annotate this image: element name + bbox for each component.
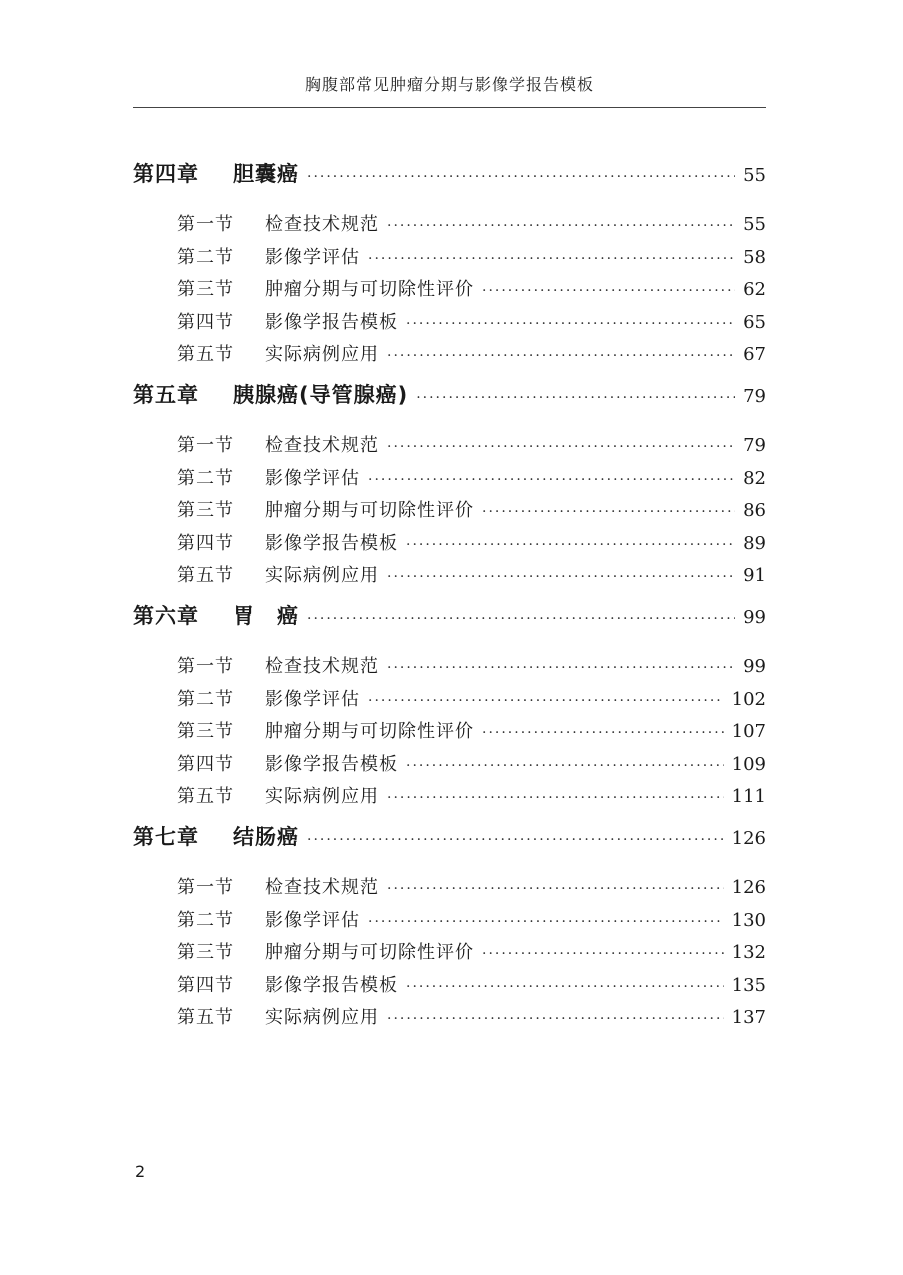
section-number: 第四节	[177, 753, 234, 775]
toc-section[interactable]	[133, 685, 766, 718]
section-page: 109	[731, 753, 766, 775]
section-title: 影像学报告模板	[265, 532, 398, 554]
dot-leader	[387, 439, 735, 455]
toc-section[interactable]	[133, 529, 766, 562]
header-rule	[133, 107, 766, 108]
dot-leader	[387, 218, 735, 234]
section-title: 肿瘤分期与可切除性评价	[265, 942, 474, 964]
chapter-page: 99	[743, 606, 766, 628]
section-page: 102	[731, 688, 766, 710]
section-title: 影像学评估	[265, 909, 360, 931]
toc-section[interactable]	[133, 938, 766, 971]
toc-section[interactable]	[133, 496, 766, 529]
toc-section[interactable]	[133, 971, 766, 1004]
section-page: 82	[743, 467, 766, 489]
section-title: 肿瘤分期与可切除性评价	[265, 500, 474, 522]
page-number: 2	[135, 1162, 146, 1181]
dot-leader	[387, 1011, 724, 1027]
section-number: 第三节	[177, 500, 234, 522]
chapter-title: 结肠癌	[233, 824, 299, 849]
section-title: 检查技术规范	[265, 876, 379, 898]
chapter-number: 第四章	[133, 162, 199, 186]
section-title: 影像学报告模板	[265, 974, 398, 996]
chapter-number: 第六章	[133, 603, 199, 628]
dot-leader	[387, 790, 724, 806]
section-title: 检查技术规范	[265, 434, 379, 456]
chapter-number: 第五章	[133, 382, 199, 407]
section-page: 91	[743, 565, 766, 587]
section-page: 107	[731, 721, 766, 743]
dot-leader	[307, 611, 735, 627]
section-page: 111	[731, 786, 766, 808]
chapter-title: 胆囊癌	[233, 162, 299, 186]
table-of-contents	[133, 158, 766, 1036]
section-number: 第三节	[177, 942, 234, 964]
section-title: 影像学评估	[265, 467, 360, 489]
toc-section[interactable]	[133, 873, 766, 906]
dot-leader	[406, 537, 735, 553]
dot-leader	[307, 169, 735, 185]
section-number: 第五节	[177, 344, 234, 366]
section-page: 99	[743, 655, 766, 677]
section-page: 58	[743, 246, 766, 268]
dot-leader	[368, 472, 735, 488]
dot-leader	[482, 283, 735, 299]
section-page: 130	[731, 909, 766, 931]
toc-chapter-4[interactable]	[133, 158, 766, 200]
toc-section[interactable]	[133, 906, 766, 939]
section-number: 第四节	[177, 532, 234, 554]
section-title: 实际病例应用	[265, 565, 379, 587]
running-header: 胸腹部常见肿瘤分期与影像学报告模板	[304, 75, 594, 94]
section-page: 132	[731, 942, 766, 964]
toc-section[interactable]	[133, 652, 766, 685]
section-number: 第四节	[177, 311, 234, 333]
toc-section[interactable]	[133, 561, 766, 594]
toc-section[interactable]	[133, 717, 766, 750]
section-title: 检查技术规范	[265, 214, 379, 235]
section-page: 89	[743, 532, 766, 554]
section-title: 影像学报告模板	[265, 311, 398, 333]
dot-leader	[307, 832, 724, 848]
toc-section[interactable]	[133, 210, 766, 243]
section-title: 实际病例应用	[265, 1007, 379, 1029]
section-number: 第四节	[177, 974, 234, 996]
section-number: 第二节	[177, 909, 234, 931]
section-page: 65	[743, 311, 766, 333]
toc-section[interactable]	[133, 464, 766, 497]
section-page: 62	[743, 279, 766, 301]
section-title: 影像学评估	[265, 246, 360, 268]
section-page: 79	[743, 434, 766, 456]
section-title: 实际病例应用	[265, 786, 379, 808]
section-number: 第五节	[177, 565, 234, 587]
section-number: 第一节	[177, 876, 234, 898]
dot-leader	[368, 914, 724, 930]
chapter-number: 第七章	[133, 824, 199, 849]
section-number: 第一节	[177, 655, 234, 677]
chapter-page: 126	[731, 827, 766, 849]
toc-section[interactable]	[133, 340, 766, 373]
section-title: 实际病例应用	[265, 344, 379, 366]
toc-chapter-5[interactable]	[133, 379, 766, 421]
chapter-title: 胰腺癌(导管腺癌)	[233, 382, 409, 407]
section-number: 第三节	[177, 279, 234, 301]
dot-leader	[482, 946, 724, 962]
toc-section[interactable]	[133, 431, 766, 464]
toc-section[interactable]	[133, 243, 766, 276]
dot-leader	[406, 979, 724, 995]
chapter-title: 胃 癌	[233, 603, 299, 628]
toc-section[interactable]	[133, 308, 766, 341]
dot-leader	[387, 348, 735, 364]
dot-leader	[387, 660, 735, 676]
section-number: 第一节	[177, 214, 234, 235]
dot-leader	[368, 251, 735, 267]
section-title: 肿瘤分期与可切除性评价	[265, 279, 474, 301]
section-page: 67	[743, 344, 766, 366]
section-number: 第五节	[177, 786, 234, 808]
section-number: 第五节	[177, 1007, 234, 1029]
dot-leader	[406, 316, 735, 332]
section-number: 第二节	[177, 467, 234, 489]
section-title: 影像学报告模板	[265, 753, 398, 775]
section-title: 肿瘤分期与可切除性评价	[265, 721, 474, 743]
dot-leader	[416, 390, 735, 406]
chapter-page: 55	[743, 165, 766, 186]
toc-chapter-7[interactable]	[133, 821, 766, 863]
section-number: 第三节	[177, 721, 234, 743]
dot-leader	[482, 504, 735, 520]
dot-leader	[368, 693, 724, 709]
section-page: 126	[731, 876, 766, 898]
section-number: 第二节	[177, 688, 234, 710]
dot-leader	[387, 569, 735, 585]
section-page: 55	[743, 214, 766, 235]
toc-chapter-6[interactable]	[133, 600, 766, 642]
section-page: 86	[743, 500, 766, 522]
dot-leader	[482, 725, 724, 741]
dot-leader	[387, 881, 724, 897]
section-page: 137	[731, 1007, 766, 1029]
toc-section[interactable]	[133, 782, 766, 815]
section-title: 影像学评估	[265, 688, 360, 710]
toc-section[interactable]	[133, 275, 766, 308]
dot-leader	[406, 758, 724, 774]
toc-section[interactable]	[133, 750, 766, 783]
section-page: 135	[731, 974, 766, 996]
chapter-page: 79	[743, 385, 766, 407]
toc-section[interactable]	[133, 1003, 766, 1036]
section-number: 第二节	[177, 246, 234, 268]
section-title: 检查技术规范	[265, 655, 379, 677]
section-number: 第一节	[177, 434, 234, 456]
